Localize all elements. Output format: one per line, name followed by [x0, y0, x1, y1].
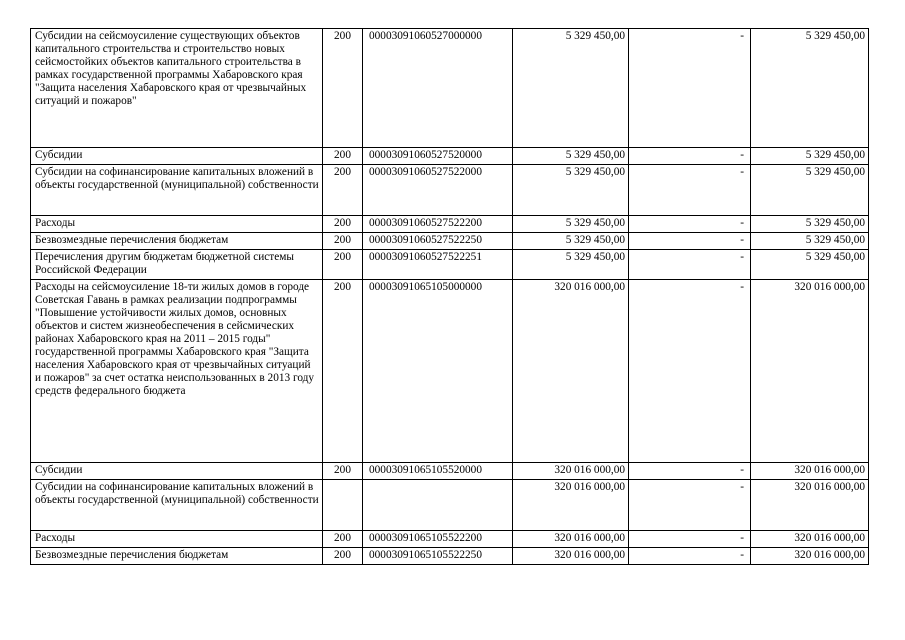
table-row — [31, 250, 869, 280]
row-name-cell: Субсидии на софинансирование капитальных вложений в объекты государственной (муниципальной) собственности — [31, 480, 323, 531]
row-approved-cell: 5 329 450,00 — [513, 29, 629, 148]
row-kbk-cell: 00003091065105522250 — [363, 548, 513, 565]
row-code-cell: 200 — [323, 216, 363, 233]
row-code-cell: 200 — [323, 233, 363, 250]
row-kbk-cell: 00003091065105522200 — [363, 531, 513, 548]
row-unexecuted-cell: 320 016 000,00 — [751, 548, 869, 565]
table-row — [31, 280, 869, 463]
row-kbk-cell: 00003091060527520000 — [363, 148, 513, 165]
row-code-cell: 200 — [323, 148, 363, 165]
row-code-cell: 200 — [323, 250, 363, 280]
row-approved-cell: 5 329 450,00 — [513, 233, 629, 250]
row-executed-cell: - — [629, 250, 751, 280]
row-code-cell: 200 — [323, 280, 363, 463]
row-kbk-cell: 00003091060527522200 — [363, 216, 513, 233]
table-row — [31, 463, 869, 480]
row-approved-cell: 320 016 000,00 — [513, 480, 629, 531]
row-name-cell: Безвозмездные перечисления бюджетам — [31, 233, 323, 250]
row-code-cell: 200 — [323, 548, 363, 565]
row-approved-cell: 320 016 000,00 — [513, 463, 629, 480]
row-approved-cell: 5 329 450,00 — [513, 148, 629, 165]
row-unexecuted-cell: 5 329 450,00 — [751, 250, 869, 280]
row-approved-cell: 5 329 450,00 — [513, 165, 629, 216]
table-row — [31, 548, 869, 565]
row-unexecuted-cell: 320 016 000,00 — [751, 280, 869, 463]
row-executed-cell: - — [629, 480, 751, 531]
row-kbk-cell: 00003091065105520000 — [363, 463, 513, 480]
row-kbk-cell: 00003091060527522250 — [363, 233, 513, 250]
row-executed-cell: - — [629, 548, 751, 565]
row-kbk-cell — [363, 480, 513, 531]
row-unexecuted-cell: 5 329 450,00 — [751, 233, 869, 250]
row-unexecuted-cell: 320 016 000,00 — [751, 463, 869, 480]
row-name-cell: Расходы — [31, 216, 323, 233]
row-kbk-cell: 00003091060527522000 — [363, 165, 513, 216]
table-row — [31, 480, 869, 531]
row-code-cell: 200 — [323, 165, 363, 216]
row-executed-cell: - — [629, 233, 751, 250]
row-name-cell: Безвозмездные перечисления бюджетам — [31, 548, 323, 565]
row-name-cell: Перечисления другим бюджетам бюджетной системы Российской Федерации — [31, 250, 323, 280]
row-unexecuted-cell: 5 329 450,00 — [751, 148, 869, 165]
row-name-cell: Субсидии на софинансирование капитальных вложений в объекты государственной (муниципальной) собственности — [31, 165, 323, 216]
row-unexecuted-cell: 5 329 450,00 — [751, 29, 869, 148]
row-name-cell: Субсидии — [31, 148, 323, 165]
row-approved-cell: 320 016 000,00 — [513, 531, 629, 548]
table-row — [31, 233, 869, 250]
row-name-cell: Субсидии — [31, 463, 323, 480]
row-name-cell: Расходы — [31, 531, 323, 548]
row-executed-cell: - — [629, 280, 751, 463]
row-kbk-cell: 00003091060527000000 — [363, 29, 513, 148]
row-approved-cell: 5 329 450,00 — [513, 250, 629, 280]
row-code-cell: 200 — [323, 29, 363, 148]
row-code-cell: 200 — [323, 531, 363, 548]
table-row — [31, 148, 869, 165]
row-name-cell: Расходы на сейсмоусиление 18-ти жилых домов в городе Советская Гавань в рамках реализации подпрограммы "Повышение устойчивости жилых домов, основных объектов и систем жизнеобеспечения в сейсмических районах Хабаровского края на 2011 – 2015 годы" государственной программы Хабаровского края "Защита населения Хабаровского края от чрезвычайных ситуаций и пожаров" за счет остатка неиспользованных в 2013 году средств федерального бюджета — [31, 280, 323, 463]
table-row — [31, 216, 869, 233]
row-executed-cell: - — [629, 463, 751, 480]
row-code-cell: 200 — [323, 463, 363, 480]
table-row — [31, 531, 869, 548]
budget-table — [30, 28, 869, 565]
row-executed-cell: - — [629, 148, 751, 165]
row-executed-cell: - — [629, 216, 751, 233]
table-row — [31, 165, 869, 216]
row-unexecuted-cell: 5 329 450,00 — [751, 165, 869, 216]
row-executed-cell: - — [629, 165, 751, 216]
row-kbk-cell: 00003091065105000000 — [363, 280, 513, 463]
row-unexecuted-cell: 320 016 000,00 — [751, 480, 869, 531]
row-code-cell — [323, 480, 363, 531]
table-row — [31, 29, 869, 148]
row-unexecuted-cell: 5 329 450,00 — [751, 216, 869, 233]
row-approved-cell: 5 329 450,00 — [513, 216, 629, 233]
row-executed-cell: - — [629, 531, 751, 548]
row-executed-cell: - — [629, 29, 751, 148]
row-approved-cell: 320 016 000,00 — [513, 280, 629, 463]
row-kbk-cell: 00003091060527522251 — [363, 250, 513, 280]
row-approved-cell: 320 016 000,00 — [513, 548, 629, 565]
row-name-cell: Субсидии на сейсмоусиление существующих объектов капитального строительства и строительство новых сейсмостойких объектов капитального строительства в рамках государственной программы Хабаровского края "Защита населения Хабаровского края от чрезвычайных ситуаций и пожаров" — [31, 29, 323, 148]
row-unexecuted-cell: 320 016 000,00 — [751, 531, 869, 548]
